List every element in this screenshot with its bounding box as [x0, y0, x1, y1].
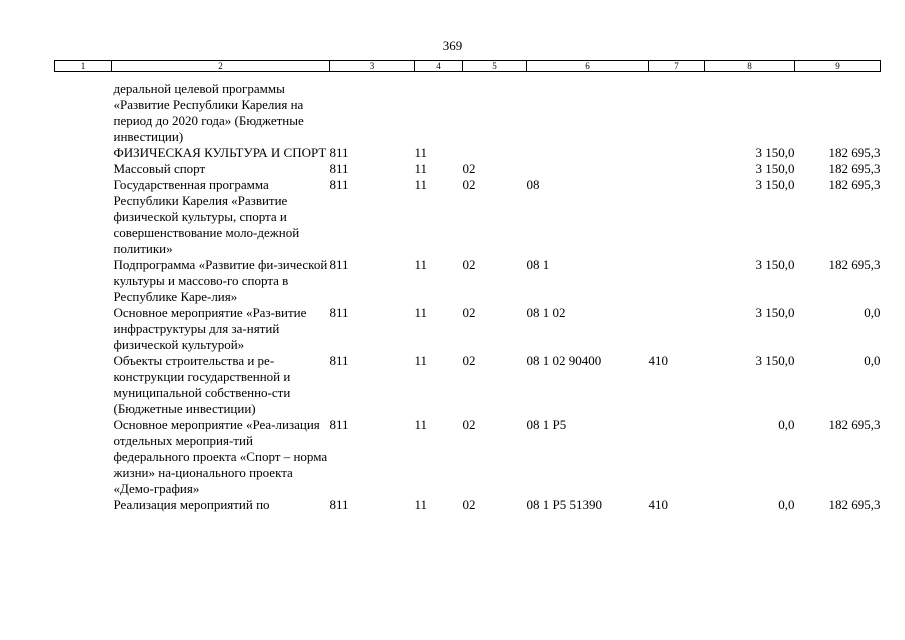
cell-subsection [463, 72, 527, 146]
column-number-header [55, 61, 881, 72]
column-header: 8 [705, 61, 795, 72]
table-row [55, 145, 881, 161]
cell-subsection: 02 [462, 497, 476, 512]
cell-amount-2 [795, 72, 881, 146]
table-row [55, 305, 881, 353]
cell-admin-code: 811 [329, 353, 349, 368]
cell-amount-1: 3 150,0 [755, 305, 795, 320]
row-name: деральной целевой программы «Развитие Республики Карелия на период до 2020 года» (Бюджетные инвестиции) [113, 81, 304, 144]
cell-empty [55, 257, 112, 305]
cell-amount-2: 182 695,3 [828, 161, 881, 176]
column-header: 5 [463, 61, 527, 72]
cell-amount-1: 3 150,0 [755, 353, 795, 368]
cell-section: 11 [414, 417, 428, 432]
cell-admin-code: 811 [329, 145, 349, 160]
row-name: Реализация мероприятий по [113, 497, 270, 512]
cell-amount-2: 182 695,3 [828, 145, 881, 160]
cell-section: 11 [414, 497, 428, 512]
cell-target-article [527, 161, 649, 177]
row-name: Основное мероприятие «Реа-лизация отдельных мероприя-тий федерального проекта «Спорт – норма жизни» на-ционального проекта «Демо-графия» [113, 417, 328, 496]
row-name: Массовый спорт [113, 161, 206, 176]
table-row [55, 417, 881, 497]
cell-section: 11 [414, 161, 428, 176]
table-row [55, 72, 881, 146]
cell-expense-type [649, 257, 705, 305]
cell-admin-code [330, 72, 415, 146]
cell-empty [55, 177, 112, 257]
cell-empty [55, 161, 112, 177]
column-header: 4 [415, 61, 463, 72]
column-header: 1 [55, 61, 112, 72]
cell-target-article: 08 1 02 90400 [526, 353, 602, 368]
cell-expense-type: 410 [648, 497, 668, 512]
table-row [55, 497, 881, 513]
page-number: 369 [442, 38, 463, 53]
cell-amount-2: 0,0 [864, 353, 881, 368]
table-row [55, 257, 881, 305]
cell-admin-code: 811 [329, 417, 349, 432]
cell-amount-2: 182 695,3 [828, 177, 881, 192]
cell-empty [55, 145, 112, 161]
cell-subsection: 02 [462, 353, 476, 368]
cell-expense-type [649, 305, 705, 353]
cell-expense-type [649, 72, 705, 146]
cell-subsection: 02 [462, 161, 476, 176]
column-header: 6 [527, 61, 649, 72]
table-row [55, 177, 881, 257]
cell-target-article [527, 145, 649, 161]
row-name: Государственная программа Республики Карелия «Развитие физической культуры, спорта и совершенствование моло-дежной политики» [113, 177, 300, 256]
cell-admin-code: 811 [329, 305, 349, 320]
row-name: ФИЗИЧЕСКАЯ КУЛЬТУРА И СПОРТ [113, 145, 327, 160]
budget-table [54, 60, 881, 513]
cell-section: 11 [414, 353, 428, 368]
cell-section: 11 [414, 177, 428, 192]
cell-amount-2: 182 695,3 [828, 257, 881, 272]
cell-amount-2: 182 695,3 [828, 417, 881, 432]
cell-empty [55, 497, 112, 513]
cell-admin-code: 811 [329, 177, 349, 192]
cell-subsection: 02 [462, 417, 476, 432]
cell-target-article: 08 1 [526, 257, 550, 272]
cell-empty [55, 305, 112, 353]
row-name: Подпрограмма «Развитие фи-зической культуры и массово-го спорта в Республике Каре-лия» [113, 257, 328, 304]
column-header: 3 [330, 61, 415, 72]
cell-target-article [527, 72, 649, 146]
cell-expense-type: 410 [648, 353, 668, 368]
cell-empty [55, 72, 112, 146]
cell-amount-1 [705, 72, 795, 146]
cell-amount-2: 0,0 [864, 305, 881, 320]
cell-empty [55, 353, 112, 417]
column-header: 9 [795, 61, 881, 72]
column-header: 7 [649, 61, 705, 72]
cell-subsection: 02 [462, 257, 476, 272]
cell-target-article: 08 1 P5 [526, 417, 567, 432]
table-row [55, 353, 881, 417]
column-header: 2 [112, 61, 330, 72]
cell-admin-code: 811 [329, 161, 349, 176]
cell-target-article: 08 1 P5 51390 [526, 497, 602, 512]
cell-admin-code: 811 [329, 497, 349, 512]
cell-amount-1: 3 150,0 [755, 145, 795, 160]
cell-amount-1: 3 150,0 [755, 257, 795, 272]
cell-expense-type [649, 417, 705, 497]
cell-section [415, 72, 463, 146]
cell-amount-1: 3 150,0 [755, 161, 795, 176]
row-name: Объекты строительства и ре-конструкции государственной и муниципальной собственно-сти (Бюджетные инвестиции) [113, 353, 291, 416]
cell-section: 11 [414, 257, 428, 272]
cell-subsection [463, 145, 527, 161]
cell-expense-type [649, 177, 705, 257]
cell-empty [55, 417, 112, 497]
cell-admin-code: 811 [329, 257, 349, 272]
row-name: Основное мероприятие «Раз-витие инфраструктуры для за-нятий физической культурой» [113, 305, 307, 352]
cell-amount-1: 0,0 [778, 417, 795, 432]
cell-subsection: 02 [462, 177, 476, 192]
cell-subsection: 02 [462, 305, 476, 320]
cell-amount-1: 0,0 [778, 497, 795, 512]
cell-expense-type [649, 161, 705, 177]
cell-amount-2: 182 695,3 [828, 497, 881, 512]
cell-target-article: 08 [526, 177, 540, 192]
cell-expense-type [649, 145, 705, 161]
cell-amount-1: 3 150,0 [755, 177, 795, 192]
cell-target-article: 08 1 02 [526, 305, 566, 320]
table-row [55, 161, 881, 177]
cell-section: 11 [414, 145, 428, 160]
cell-section: 11 [414, 305, 428, 320]
